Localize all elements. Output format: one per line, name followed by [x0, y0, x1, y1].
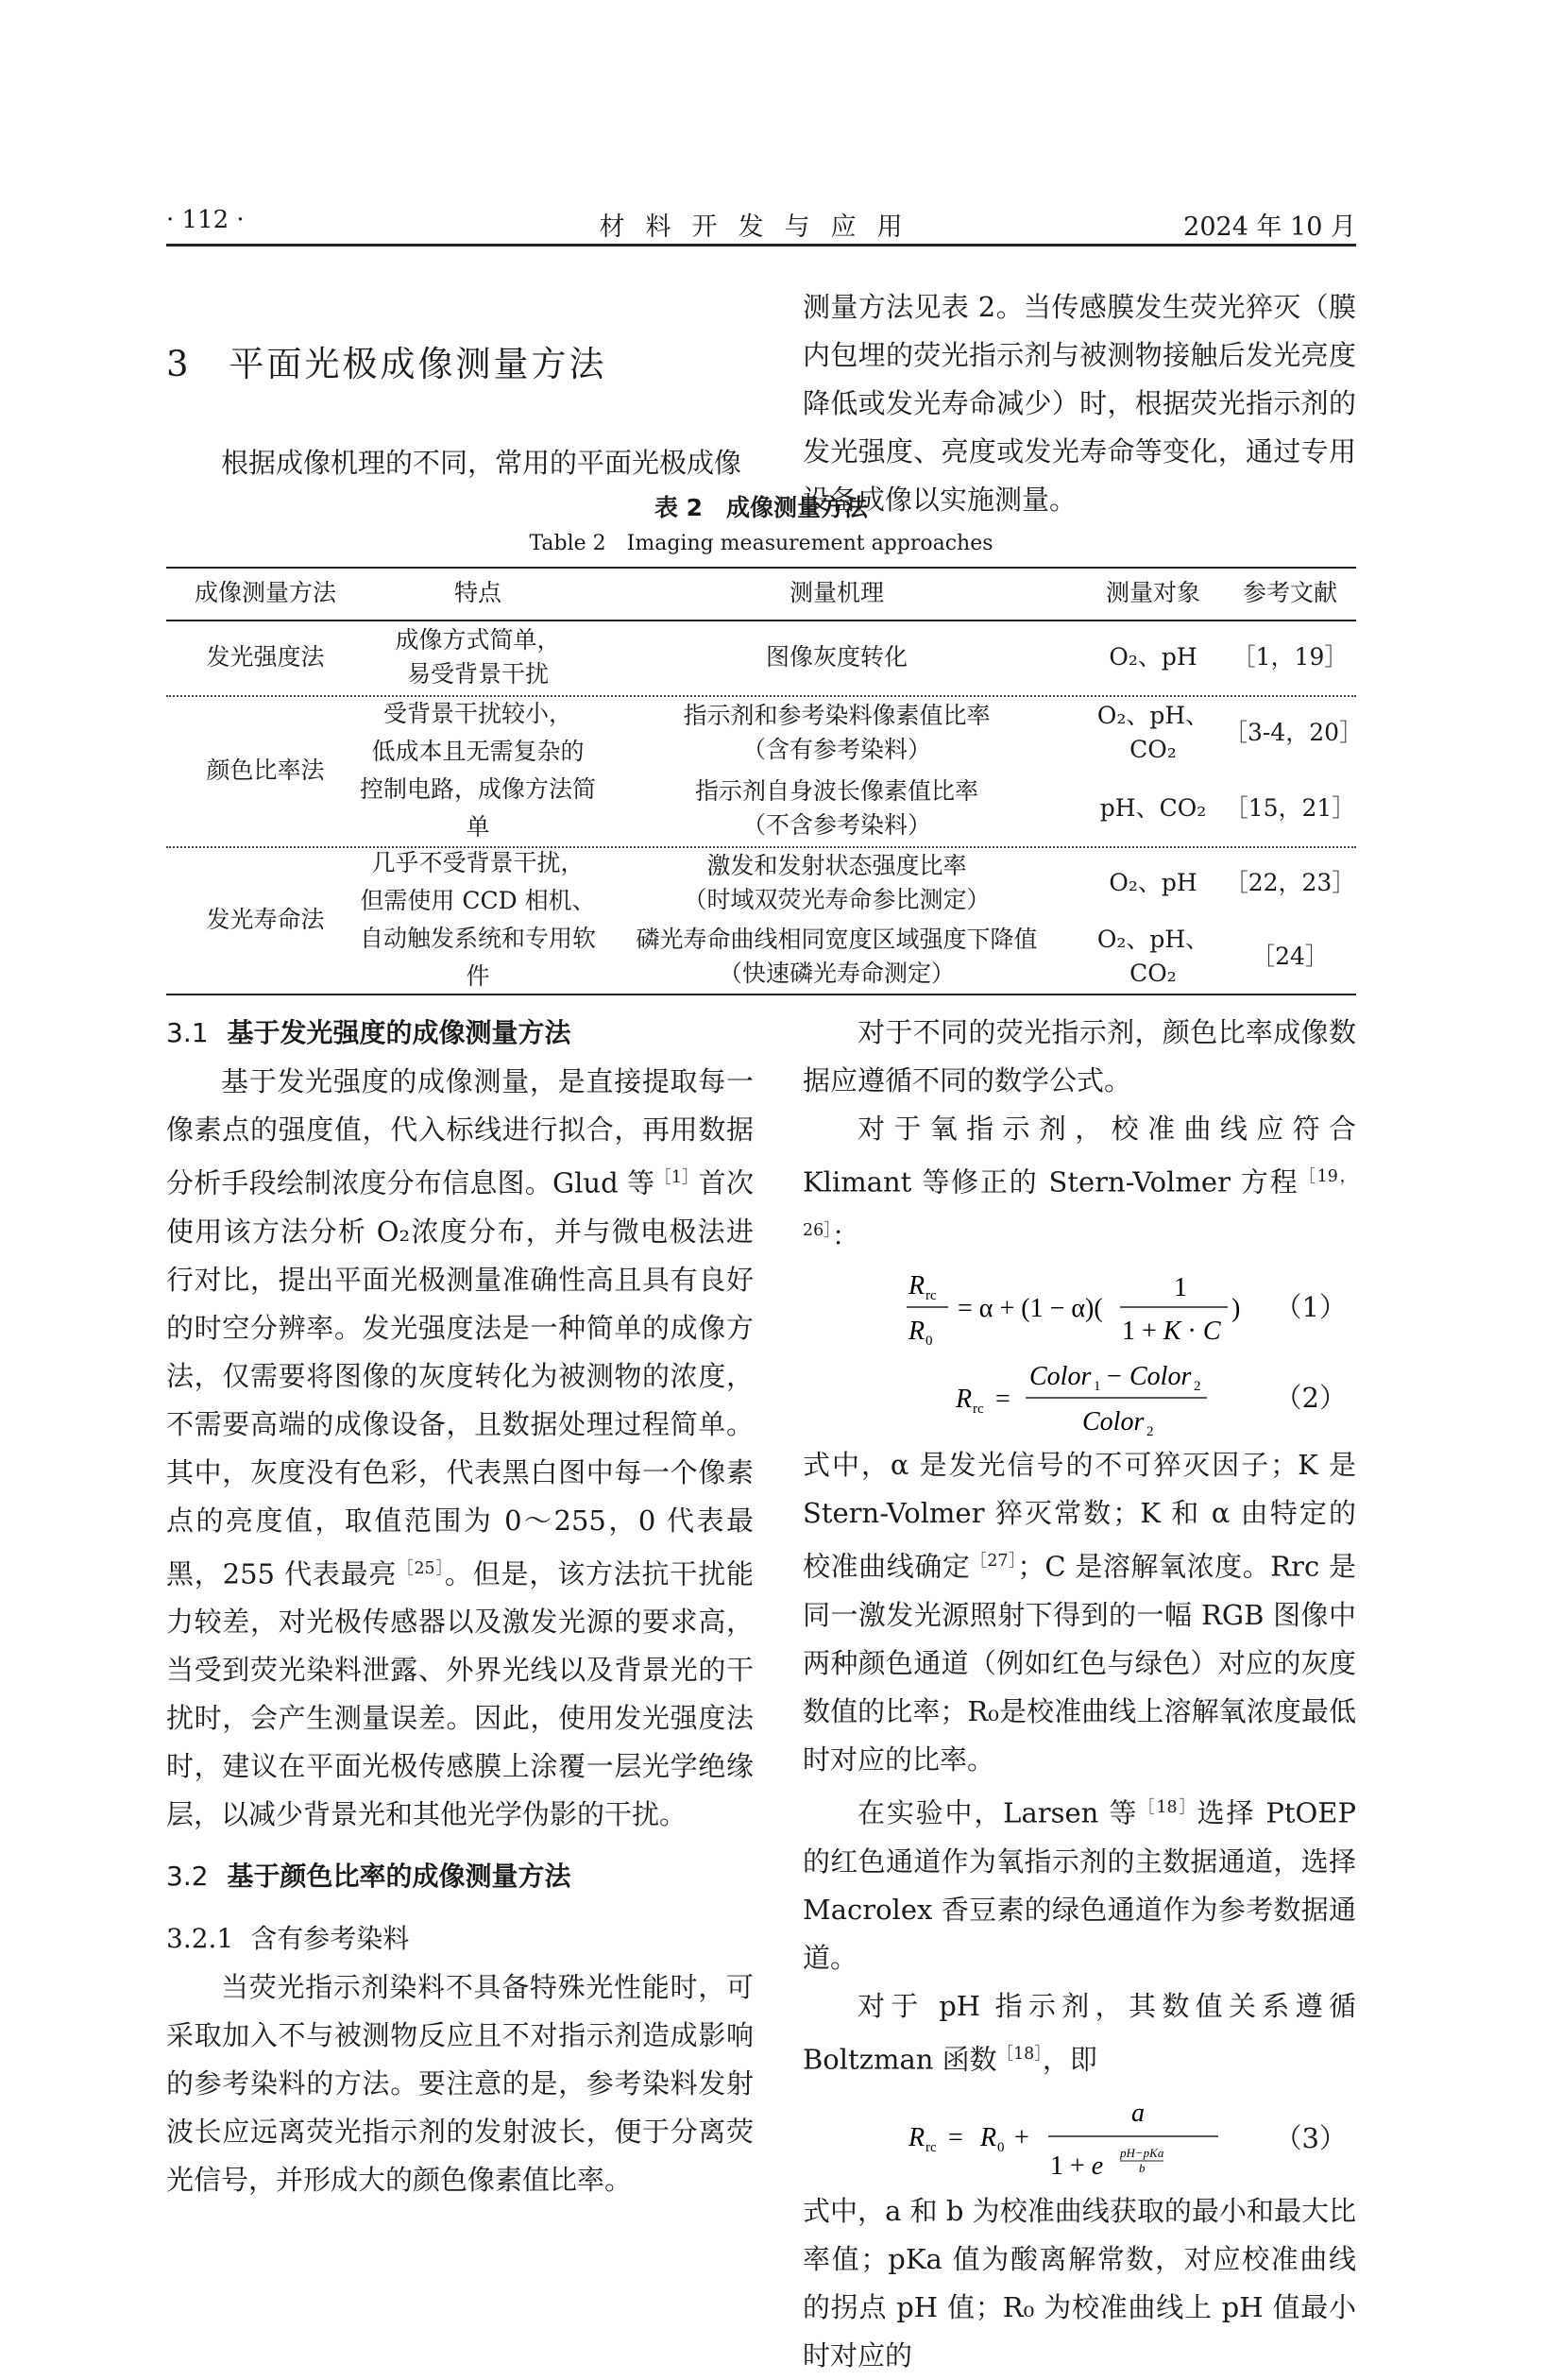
section-title: 基于颜色比率的成像测量方法	[227, 1861, 571, 1893]
spacer	[166, 1839, 754, 1852]
table-cell-line: 指示剂和参考染料像素值比率	[683, 702, 991, 729]
table-cell-ref: ［22，23］	[1224, 869, 1356, 896]
text-run: ，即	[1042, 2043, 1097, 2076]
table-cell-mechanism	[591, 846, 1082, 920]
svg-text:b: b	[1139, 2161, 1146, 2176]
table-header-cell: 参考文献	[1242, 579, 1337, 606]
table-header-cell: 特点	[453, 579, 501, 606]
citation: ［25］	[397, 1558, 445, 1578]
table-cell-method: 颜色比率法	[206, 756, 325, 784]
section-3-2-heading	[166, 1852, 754, 1901]
svg-text:rc: rc	[925, 2140, 937, 2156]
section-number: 3.1	[166, 1017, 209, 1048]
right-column	[803, 1009, 1356, 2380]
text-run: 基于发光强度的成像测量，是直接提取每一像素点的强度值，代入标线进行拟合，再用数据分析手段绘制浓度分布信息图。Glud 等	[166, 1065, 754, 1199]
svg-text:rc: rc	[925, 1288, 937, 1304]
running-header	[166, 206, 1356, 247]
issue-date: 2024 年 10 月	[1183, 212, 1356, 242]
section-3-intro-left	[166, 439, 754, 487]
equation-1-formula	[907, 1260, 1284, 1351]
table-cell-feature	[365, 620, 591, 695]
paragraph: 对于不同的荧光指示剂，颜色比率成像数据应遵循不同的数学公式。	[803, 1016, 1356, 1096]
svg-text:Color: Color	[1082, 1407, 1145, 1437]
table-cell-line: 几乎不受背景干扰，	[371, 849, 585, 876]
header-rule	[166, 244, 1356, 246]
citation: ［1］	[654, 1168, 699, 1187]
text-run: 。但是，该方法抗干扰能力较差，对光极传感器以及激发光源的要求高，当受到荧光染料泄露、外界光线以及背景光的干扰时，会产生测量误差。因此，使用发光强度法时，建议在平面光极传感膜上涂覆一层光学绝缘层，以减少背景光和其他光学伪影的干扰。	[166, 1557, 754, 1831]
table-cell-feature	[350, 846, 605, 994]
table-cell-line: 但需使用 CCD 相机、	[360, 887, 596, 914]
svg-text:a: a	[1131, 2099, 1145, 2129]
table-cell-ref: ［3-4，20］	[1224, 719, 1364, 746]
table-cell-line: 易受背景干扰	[406, 660, 549, 688]
paragraph: 式中，a 和 b 为校准曲线获取的最小和最大比率值；pKa 值为酸离解常数，对应校准曲线的拐点 pH 值；R₀ 为校准曲线上 pH 值最小时对应的	[803, 2195, 1356, 2372]
table-cell-object: O₂、pH	[1109, 869, 1197, 896]
journal-title: 材料开发与应用	[599, 212, 924, 242]
citation: ［19，26］	[803, 1167, 1356, 1240]
paragraph	[803, 1105, 1356, 1260]
section-title: 含有参考染料	[250, 1923, 410, 1955]
svg-text:): )	[1231, 1294, 1241, 1324]
table-cell-line: 指示剂自身波长像素值比率	[694, 777, 978, 805]
table-cell-method: 发光强度法	[206, 643, 325, 671]
equation-number: （1）	[1274, 1291, 1347, 1324]
table-cell-method: 发光寿命法	[206, 906, 325, 933]
table-header-cell: 测量机理	[789, 579, 884, 606]
table-cell-feature	[355, 695, 601, 846]
text-run: 首次使用该方法分析 O₂浓度分布，并与微电极法进行对比，提出平面光极测量准确性高且具有良好的时空分辨率。发光强度法是一种简单的成像方法，仅需要将图像的灰度转化为被测物的浓度，不需要高端的成像设备，且数据处理过程简单。其中，灰度没有色彩，代表黑白图中每一个像素点的亮度值，取值范围为 0～255，0 代表最黑，255 代表最亮	[166, 1166, 754, 1590]
text-run: 式中，α 是发光信号的不可猝灭因子；K 是 Stern-Volmer 猝灭常数；K 和 α 由特定的校准曲线确定	[803, 1449, 1356, 1583]
citation: ［27］	[970, 1552, 1018, 1572]
table-bottom-rule	[166, 994, 1356, 995]
svg-text:+: +	[1014, 2123, 1029, 2153]
table-header-cell: 测量对象	[1105, 579, 1200, 606]
svg-text:0: 0	[997, 2140, 1005, 2156]
text-run: 在实验中，Larsen 等	[857, 1796, 1139, 1829]
table-cell-mechanism	[591, 771, 1082, 846]
table-cell-ref: ［1，19］	[1231, 643, 1349, 671]
table-cell-object: pH、CO₂	[1099, 794, 1207, 822]
table-cell-line: 低成本且无需复杂的	[371, 738, 585, 765]
svg-text:1 + e: 1 + e	[1050, 2151, 1104, 2182]
svg-text:2: 2	[1194, 1379, 1201, 1395]
table-cell-line: （快速磷光寿命测定）	[718, 960, 955, 987]
svg-text:Color: Color	[1129, 1362, 1192, 1392]
svg-text:= α + (1 − α)(: = α + (1 − α)(	[958, 1294, 1103, 1324]
svg-text:Color: Color	[1029, 1362, 1092, 1392]
equation-3	[803, 2083, 1356, 2187]
intro-text-right: 测量方法见表 2。当传感膜发生荧光猝灭（膜内包埋的荧光指示剂与被测物接触后发光亮度降低或发光寿命减少）时，根据荧光指示剂的发光强度、亮度或发光寿命等变化，通过专用设备成像以实施测量。	[803, 291, 1356, 516]
table-cell-mechanism: 图像灰度转化	[765, 643, 908, 671]
svg-text:R: R	[980, 2123, 997, 2153]
svg-text:R: R	[956, 1385, 973, 1415]
table-cell-line: （时域双荧光寿命参比测定）	[683, 886, 991, 913]
table-cell-line: 激发和发射状态强度比率	[706, 852, 967, 879]
svg-text:0: 0	[925, 1334, 933, 1350]
svg-text:R: R	[908, 2123, 925, 2153]
table-cell-line: 受背景干扰较小，	[382, 700, 572, 727]
svg-text:rc: rc	[973, 1402, 984, 1418]
section-3-2-1-paragraph: 当荧光指示剂染料不具备特殊光性能时，可采取加入不与被测物反应且不对指示剂造成影响的参考染料的方法。要注意的是，参考染料发射波长应远离荧光指示剂的发射波长，便于分离荧光信号，并形成大的颜色像素值比率。	[166, 1971, 754, 2197]
svg-text:R: R	[908, 1271, 925, 1301]
table-cell-object: O₂、pH	[1109, 643, 1197, 671]
equation-1	[803, 1260, 1356, 1351]
paragraph	[803, 1784, 1356, 1982]
table-cell-mechanism	[591, 920, 1082, 994]
section-title: 基于发光强度的成像测量方法	[227, 1017, 571, 1048]
citation: ［18］	[996, 2044, 1043, 2064]
citation: ［18］	[1138, 1797, 1197, 1817]
section-3-title: 3 平面光极成像测量方法	[166, 344, 607, 384]
section-number: 3.2	[166, 1861, 209, 1893]
svg-text:1 + K · C: 1 + K · C	[1122, 1317, 1221, 1347]
table-cell-line: 控制电路，成像方法简单	[359, 775, 596, 841]
text-run: ：	[831, 1219, 859, 1252]
table-cell-line: 自动触发系统和专用软件	[359, 925, 596, 990]
equation-number: （3）	[1274, 2122, 1347, 2155]
svg-text:=: =	[948, 2123, 963, 2153]
svg-text:2: 2	[1146, 1424, 1154, 1440]
equation-number: （2）	[1274, 1382, 1347, 1415]
text-run: ；C 是溶解氧浓度。Rrc 是同一激发光源照射下得到的一幅 RGB 图像中两种颜色通道（例如红色与绿色）对应的灰度数值的比率；R₀是校准曲线上溶解氧浓度最低时对应的比率。	[803, 1550, 1356, 1776]
table-cell-line: 磷光寿命曲线相同宽度区域强度下降值	[636, 926, 1038, 953]
equation-3-formula	[907, 2083, 1303, 2187]
imaging-methods-table	[166, 567, 1364, 996]
table-cell-mechanism	[591, 695, 1082, 771]
table-cell-ref: ［24］	[1251, 943, 1329, 970]
section-number: 3.2.1	[166, 1923, 234, 1955]
table-cell-line: （含有参考染料）	[741, 736, 931, 763]
svg-text:1: 1	[1174, 1273, 1187, 1303]
svg-text:pH−pKa: pH−pKa	[1120, 2146, 1164, 2161]
table-cell-ref: ［15，21］	[1224, 794, 1356, 822]
equation-2	[803, 1351, 1356, 1441]
svg-text:−: −	[1107, 1362, 1122, 1392]
text-run: 选择 PtOEP 的红色通道作为氧指示剂的主数据通道，选择 Macrolex 香豆素的绿色通道作为参考数据通道。	[803, 1796, 1356, 1974]
table-cell-object: O₂、pH、CO₂	[1096, 926, 1210, 987]
paragraph	[803, 1441, 1356, 1784]
table-header-cell: 成像测量方法	[194, 579, 336, 606]
section-3-1-heading	[166, 1009, 754, 1058]
spacer	[166, 1901, 754, 1914]
table-caption-en: Table 2 Imaging measurement approaches	[529, 532, 993, 555]
svg-text:1: 1	[1094, 1379, 1101, 1395]
section-3-intro-right	[803, 283, 1356, 524]
svg-text:R: R	[908, 1317, 925, 1347]
text-run: 对于氧指示剂，校准曲线应符合 Klimant 等修正的 Stern-Volmer 方程	[803, 1113, 1356, 1198]
svg-text:=: =	[995, 1385, 1010, 1415]
intro-text-left: 根据成像机理的不同，常用的平面光极成像	[221, 447, 742, 479]
page-number: · 112 ·	[166, 206, 245, 234]
text-run: 对于 pH 指示剂，其数值关系遵循 Boltzman 函数	[803, 1989, 1356, 2076]
section-3-2-1-heading	[166, 1914, 754, 1964]
table-caption-cn: 表 2 成像测量方法	[654, 494, 869, 521]
table-cell-line: 成像方式简单，	[395, 626, 561, 654]
paragraph	[803, 1982, 1356, 2084]
table-cell-object: O₂、pH、CO₂	[1096, 702, 1210, 763]
left-column	[166, 1009, 754, 2204]
table-cell-line: （不含参考染料）	[741, 811, 931, 839]
section-3-1-paragraph	[166, 1058, 754, 1839]
